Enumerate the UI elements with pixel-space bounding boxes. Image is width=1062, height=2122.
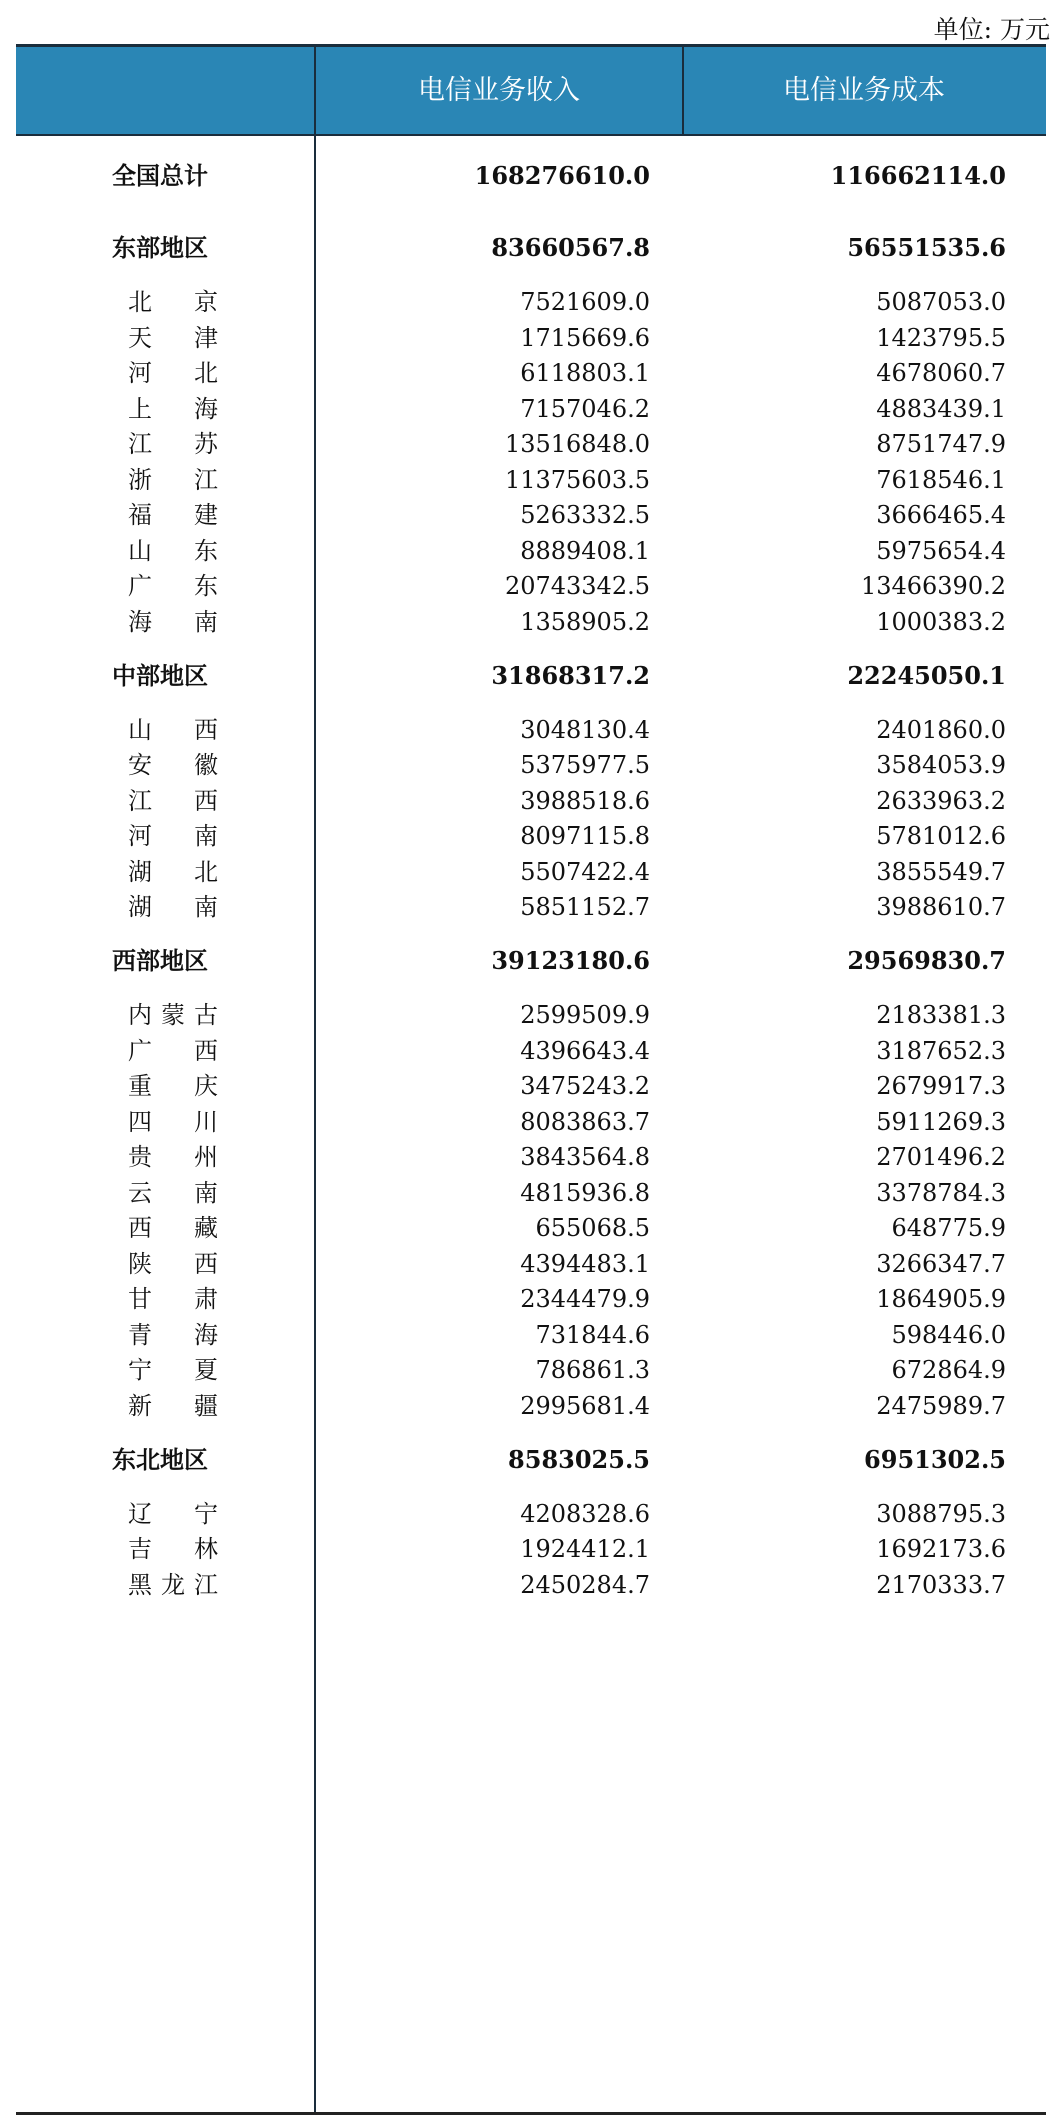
table-row xyxy=(16,1173,1046,1213)
row-label: 江 西 xyxy=(128,786,218,815)
cost-value: 3584053.9 xyxy=(876,751,1006,779)
row-label: 河 南 xyxy=(128,822,218,850)
cost-value: 5087053.0 xyxy=(876,288,1006,316)
income-value: 5375977.5 xyxy=(520,751,650,779)
data-table xyxy=(16,44,1046,2115)
table-row xyxy=(16,460,1046,500)
table-row xyxy=(16,353,1046,393)
income-value: 5851152.7 xyxy=(520,893,650,921)
income-value: 7521609.0 xyxy=(520,288,650,316)
cost-value: 4678060.7 xyxy=(876,359,1006,387)
table-row xyxy=(16,1565,1046,1605)
income-value: 8083863.7 xyxy=(520,1107,650,1136)
table-row xyxy=(16,1315,1046,1355)
table-row xyxy=(16,710,1046,750)
row-label: 湖 南 xyxy=(128,893,218,921)
cost-value: 56551535.6 xyxy=(847,233,1006,262)
cost-value: 3988610.7 xyxy=(876,893,1006,921)
row-label: 西部地区 xyxy=(112,946,208,975)
row-label: 东部地区 xyxy=(112,233,208,262)
row-label: 云 南 xyxy=(128,1178,218,1207)
cost-value: 5781012.6 xyxy=(876,822,1006,850)
income-value: 1358905.2 xyxy=(520,607,650,636)
cost-value: 3088795.3 xyxy=(876,1499,1006,1528)
income-value: 31868317.2 xyxy=(491,660,650,690)
table-row xyxy=(16,745,1046,785)
income-value: 786861.3 xyxy=(535,1356,650,1384)
row-label: 广 东 xyxy=(128,572,218,600)
income-value: 2344479.9 xyxy=(520,1285,650,1313)
table-header xyxy=(16,44,1046,136)
cost-value: 3855549.7 xyxy=(876,857,1006,886)
income-value: 2450284.7 xyxy=(520,1570,650,1599)
cost-value: 29569830.7 xyxy=(847,946,1006,975)
table-row xyxy=(16,995,1046,1035)
income-value: 39123180.6 xyxy=(491,946,650,975)
income-value: 3048130.4 xyxy=(520,715,650,744)
cost-value: 3266347.7 xyxy=(876,1249,1006,1278)
row-label: 广 西 xyxy=(128,1036,218,1065)
table-row xyxy=(16,1031,1046,1071)
header-cost: 电信业务成本 xyxy=(783,75,945,106)
cost-value: 598446.0 xyxy=(891,1320,1006,1349)
cost-value: 1692173.6 xyxy=(876,1535,1006,1563)
cost-value: 3187652.3 xyxy=(876,1036,1006,1065)
cost-value: 648775.9 xyxy=(891,1214,1006,1242)
income-value: 4208328.6 xyxy=(520,1499,650,1528)
income-value: 6118803.1 xyxy=(520,359,650,387)
row-label: 江 苏 xyxy=(128,430,218,458)
row-label: 河 北 xyxy=(128,359,218,387)
row-label: 中部地区 xyxy=(112,660,208,690)
table-row xyxy=(16,816,1046,856)
cost-value: 22245050.1 xyxy=(847,660,1006,690)
cost-value: 4883439.1 xyxy=(876,394,1006,423)
row-label: 天 津 xyxy=(128,323,218,352)
income-value: 3475243.2 xyxy=(520,1072,650,1100)
cost-value: 3666465.4 xyxy=(876,501,1006,529)
table-row xyxy=(16,1102,1046,1142)
table-row xyxy=(16,1494,1046,1534)
row-label: 内蒙古 xyxy=(128,1001,218,1029)
header-income: 电信业务收入 xyxy=(418,75,580,106)
row-label: 黑龙江 xyxy=(128,1570,218,1599)
table-row xyxy=(16,1066,1046,1106)
income-value: 3988518.6 xyxy=(520,786,650,815)
cost-value: 2475989.7 xyxy=(876,1391,1006,1420)
income-value: 8889408.1 xyxy=(520,536,650,565)
cost-value: 1000383.2 xyxy=(876,607,1006,636)
row-label: 青 海 xyxy=(128,1320,218,1349)
table-row xyxy=(16,1386,1046,1426)
table-row xyxy=(16,531,1046,571)
cost-value: 1423795.5 xyxy=(876,323,1006,352)
income-value: 11375603.5 xyxy=(504,465,650,494)
cost-value: 7618546.1 xyxy=(876,465,1006,494)
table-row xyxy=(16,1208,1046,1248)
table-row xyxy=(16,424,1046,464)
row-label: 海 南 xyxy=(128,607,218,636)
header-divider xyxy=(682,44,684,136)
row-label: 山 西 xyxy=(128,715,218,744)
table-row xyxy=(16,389,1046,429)
row-label: 贵 州 xyxy=(128,1143,218,1171)
row-label: 北 京 xyxy=(128,288,218,316)
income-value: 5507422.4 xyxy=(520,857,650,886)
row-label: 安 徽 xyxy=(128,751,218,779)
row-label: 新 疆 xyxy=(128,1391,218,1420)
cost-value: 5911269.3 xyxy=(876,1107,1006,1136)
income-value: 20743342.5 xyxy=(504,572,650,600)
table-row xyxy=(16,781,1046,821)
table-row xyxy=(16,318,1046,358)
cost-value: 2183381.3 xyxy=(876,1001,1006,1029)
table-row xyxy=(16,282,1046,322)
cost-value: 2633963.2 xyxy=(876,786,1006,815)
income-value: 655068.5 xyxy=(535,1214,650,1242)
cost-value: 2170333.7 xyxy=(876,1570,1006,1599)
table-row xyxy=(16,887,1046,927)
cost-value: 116662114.0 xyxy=(830,161,1006,190)
cost-value: 672864.9 xyxy=(891,1356,1006,1384)
row-label: 四 川 xyxy=(128,1107,218,1136)
income-value: 1715669.6 xyxy=(520,323,650,352)
cost-value: 2401860.0 xyxy=(876,715,1006,744)
cost-value: 2679917.3 xyxy=(876,1072,1006,1100)
cost-value: 2701496.2 xyxy=(876,1143,1006,1171)
income-value: 4396643.4 xyxy=(520,1036,650,1065)
region-row xyxy=(16,228,1046,268)
income-value: 8583025.5 xyxy=(508,1444,650,1474)
row-label: 山 东 xyxy=(128,536,218,565)
income-value: 13516848.0 xyxy=(504,430,650,458)
region-row xyxy=(16,156,1046,196)
income-value: 4815936.8 xyxy=(520,1178,650,1207)
row-label: 福 建 xyxy=(128,501,218,529)
income-value: 2599509.9 xyxy=(520,1001,650,1029)
cost-value: 8751747.9 xyxy=(876,430,1006,458)
table-row xyxy=(16,1279,1046,1319)
row-label: 吉 林 xyxy=(128,1535,218,1563)
row-label: 辽 宁 xyxy=(128,1499,218,1528)
table-row xyxy=(16,852,1046,892)
cost-value: 13466390.2 xyxy=(860,572,1006,600)
row-label: 重 庆 xyxy=(128,1072,218,1100)
income-value: 83660567.8 xyxy=(491,233,650,262)
income-value: 731844.6 xyxy=(535,1320,650,1349)
income-value: 7157046.2 xyxy=(520,394,650,423)
income-value: 168276610.0 xyxy=(474,161,650,190)
row-label: 西 藏 xyxy=(128,1214,218,1242)
table-row xyxy=(16,495,1046,535)
row-label: 全国总计 xyxy=(112,161,208,190)
row-label: 东北地区 xyxy=(112,1444,208,1474)
row-label: 甘 肃 xyxy=(128,1285,218,1313)
income-value: 5263332.5 xyxy=(520,501,650,529)
income-value: 2995681.4 xyxy=(520,1391,650,1420)
income-value: 8097115.8 xyxy=(520,822,650,850)
region-row xyxy=(16,1440,1046,1480)
row-label: 上 海 xyxy=(128,394,218,423)
table-row xyxy=(16,1350,1046,1390)
cost-value: 5975654.4 xyxy=(876,536,1006,565)
income-value: 1924412.1 xyxy=(520,1535,650,1563)
income-value: 4394483.1 xyxy=(520,1249,650,1278)
table-row xyxy=(16,1137,1046,1177)
row-label: 陕 西 xyxy=(128,1249,218,1278)
cost-value: 6951302.5 xyxy=(864,1444,1006,1474)
table-row xyxy=(16,1244,1046,1284)
region-row xyxy=(16,941,1046,981)
table-row xyxy=(16,602,1046,642)
income-value: 3843564.8 xyxy=(520,1143,650,1171)
row-label: 湖 北 xyxy=(128,857,218,886)
table-row xyxy=(16,566,1046,606)
row-label: 宁 夏 xyxy=(128,1356,218,1384)
table-row xyxy=(16,1529,1046,1569)
cost-value: 1864905.9 xyxy=(876,1285,1006,1313)
cost-value: 3378784.3 xyxy=(876,1178,1006,1207)
unit-label: 单位: 万元 xyxy=(933,15,1050,44)
row-label: 浙 江 xyxy=(128,465,218,494)
region-row xyxy=(16,656,1046,696)
